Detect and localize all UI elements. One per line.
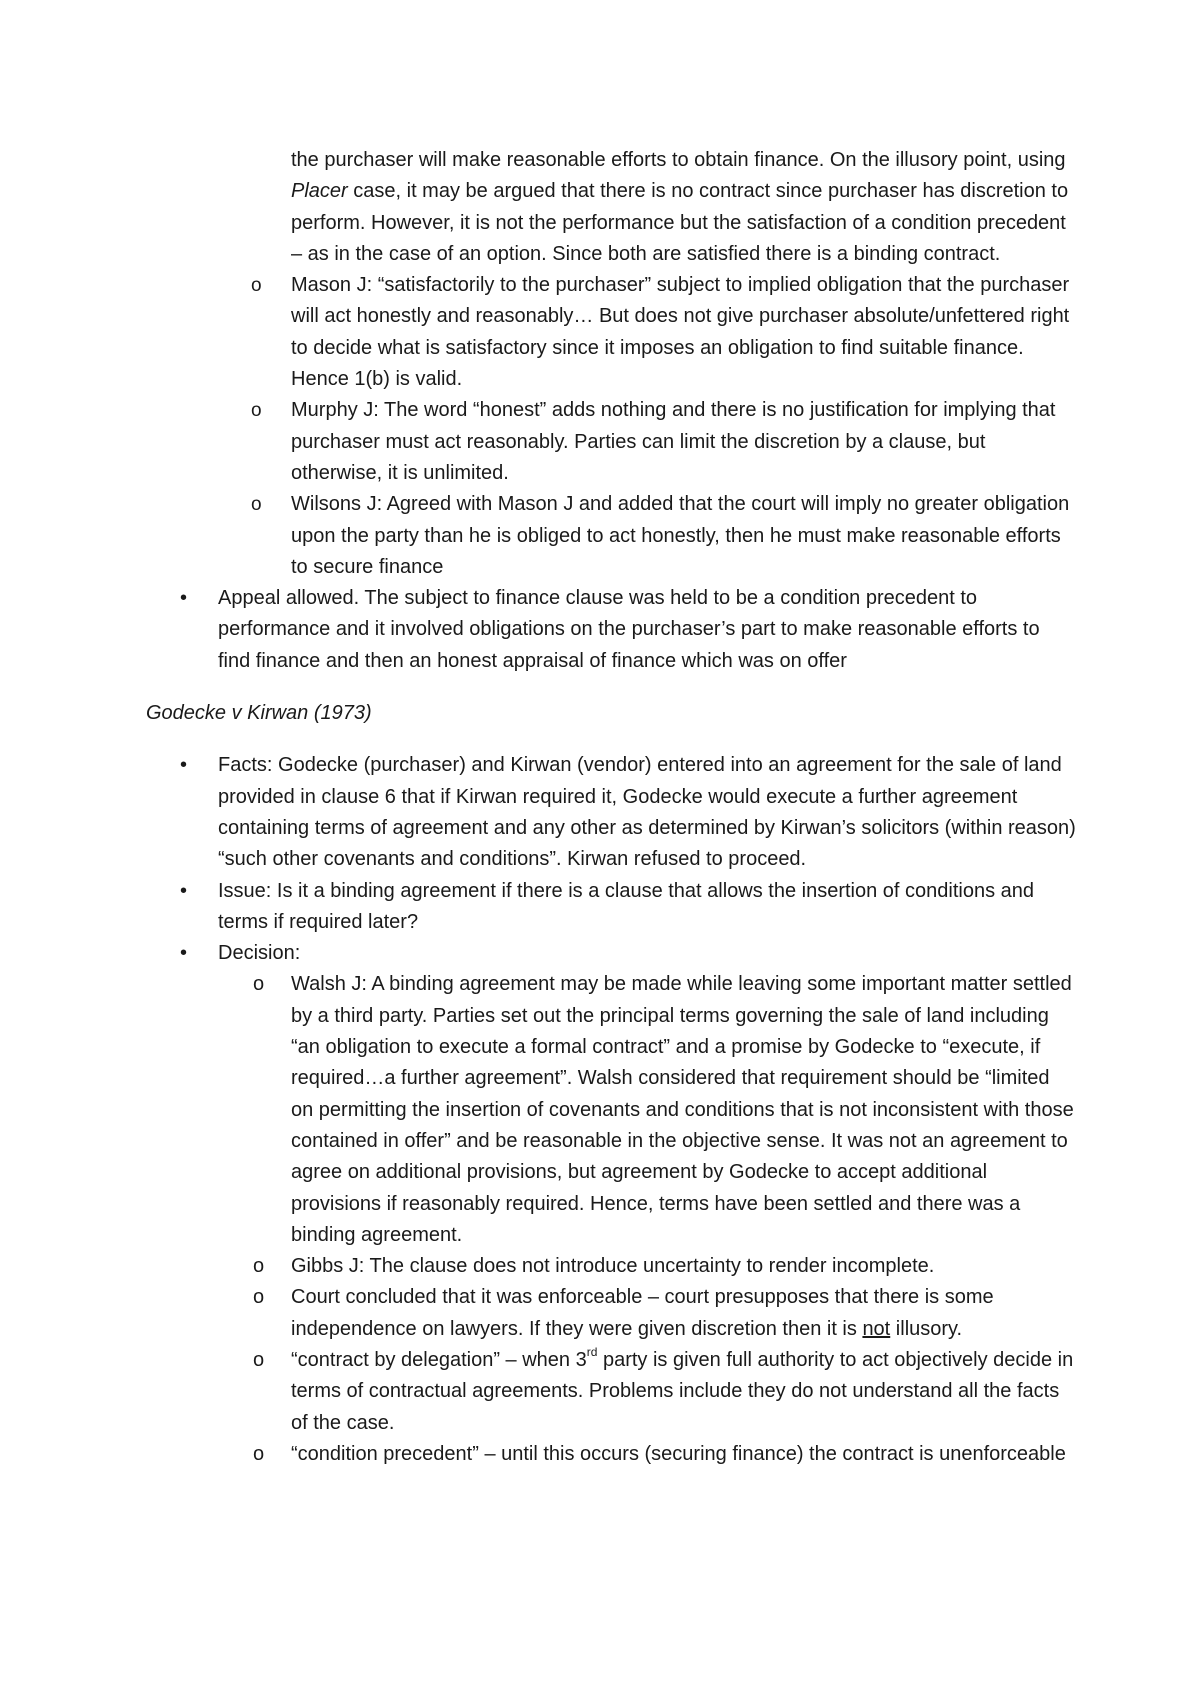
delegation-text-a: “contract by delegation” – when 3 (291, 1348, 587, 1371)
decision-walsh (253, 969, 1076, 1251)
circle-bullet-icon: o (253, 1255, 265, 1278)
continuation-text-b: case, it may be argued that there is no contract since purchaser has discretion to perform. However, it is not the performance but the satisfaction of a condition precedent – as in the case of an option. Since both are satisfied there is a binding contract. (291, 180, 1069, 265)
delegation-text-b: party is given full authority to act objectively decide in terms of contractual agreements. Problems include they do not understand all the facts of the case. (291, 1348, 1074, 1434)
delegation-superscript: rd (586, 1345, 598, 1360)
decision-item (180, 938, 1076, 1470)
court-text-a: Court concluded that it was enforceable – court presupposes that there is some independence on lawyers. If they were given discretion then it is (291, 1286, 994, 1340)
circle-bullet-icon: o (251, 400, 262, 422)
precedent-text: “condition precedent” – until this occurs (securing finance) the contract is unenforceable (291, 1442, 1066, 1465)
opinion-text: Wilsons J: Agreed with Mason J and added that the court will imply no greater obligation upon the party than he is obliged to act honestly, then he must make reasonable efforts to secure finance (291, 493, 1070, 578)
appeal-text: Appeal allowed. The subject to finance clause was held to be a condition precedent to performance and it involved obligations on the purchaser’s part to make reasonable efforts to find finance and then an honest appraisal of finance which was on offer (218, 587, 1040, 672)
opinion-wilson (251, 489, 1076, 583)
bullet-icon: • (180, 587, 188, 610)
continuation-paragraph (291, 145, 1076, 270)
circle-bullet-icon: o (253, 1348, 265, 1371)
opinions-list (146, 270, 1076, 583)
circle-bullet-icon: o (251, 275, 262, 297)
opinion-murphy (251, 395, 1076, 489)
court-underlined-word: not (862, 1317, 891, 1340)
opinion-text: Mason J: “satisfactorily to the purchaser” subject to implied obligation that the purchaser will act honestly and reasonably… But does not give purchaser absolute/unfettered right to decide what is satisfactory since it imposes an obligation to find suitable finance. Hence 1(b) is valid. (291, 274, 1070, 391)
case-title-godecke: Godecke v Kirwan (1973) (146, 702, 372, 725)
decision-gibbs (253, 1251, 1076, 1282)
opinion-mason (251, 270, 1076, 395)
placer-case-name: Placer (291, 180, 348, 203)
bullet-icon: • (180, 754, 188, 777)
issue-text: Issue: Is it a binding agreement if there is a clause that allows the insertion of conditions and terms if required later? (218, 879, 1035, 933)
decision-precedent (253, 1439, 1076, 1470)
decision-court (253, 1282, 1076, 1345)
circle-bullet-icon: o (251, 494, 262, 516)
document-content (146, 145, 1076, 1470)
facts-item (180, 750, 1076, 875)
gibbs-text: Gibbs J: The clause does not introduce uncertainty to render incomplete. (291, 1255, 935, 1278)
issue-item (180, 876, 1076, 939)
court-text-b: illusory. (890, 1317, 963, 1340)
appeal-item (180, 583, 1076, 677)
decision-label: Decision: (218, 942, 301, 965)
walsh-text: Walsh J: A binding agreement may be made while leaving some important matter settled by a third party. Parties set out the principal terms governing the sale of land including “an obligation to execute a formal contract” and a promise by Godecke to “execute, if required…a further agreement”. Walsh considered that requirement should be “limited on permitting the insertion of covenants and conditions that is not inconsistent with those contained in offer” and be reasonable in the objective sense. It was not an agreement to agree on additional provisions, but agreement by Godecke to accept additional provisions if reasonably required. Hence, terms have been settled and there was a binding agreement. (291, 973, 1074, 1246)
bullet-icon: • (180, 879, 188, 902)
appeal-list (146, 583, 1076, 677)
opinion-text: Murphy J: The word “honest” adds nothing and there is no justification for implying that purchaser must act reasonably. Parties can limit the discretion by a clause, but otherwise, it is unlimited. (291, 399, 1056, 484)
circle-bullet-icon: o (253, 973, 265, 996)
facts-text: Facts: Godecke (purchaser) and Kirwan (vendor) entered into an agreement for the sale of land provided in clause 6 that if Kirwan required it, Godecke would execute a further agreement containing terms of agreement and any other as determined by Kirwan’s solicitors (within reason) “such other covenants and conditions”. Kirwan refused to proceed. (218, 754, 1076, 871)
circle-bullet-icon: o (253, 1286, 265, 1309)
decision-sublist (218, 969, 1076, 1470)
bullet-icon: • (180, 942, 188, 965)
continuation-text-a: the purchaser will make reasonable efforts to obtain finance. On the illusory point, using (291, 149, 1066, 171)
godecke-list (146, 750, 1076, 1470)
decision-delegation (253, 1345, 1076, 1439)
circle-bullet-icon: o (253, 1442, 265, 1465)
